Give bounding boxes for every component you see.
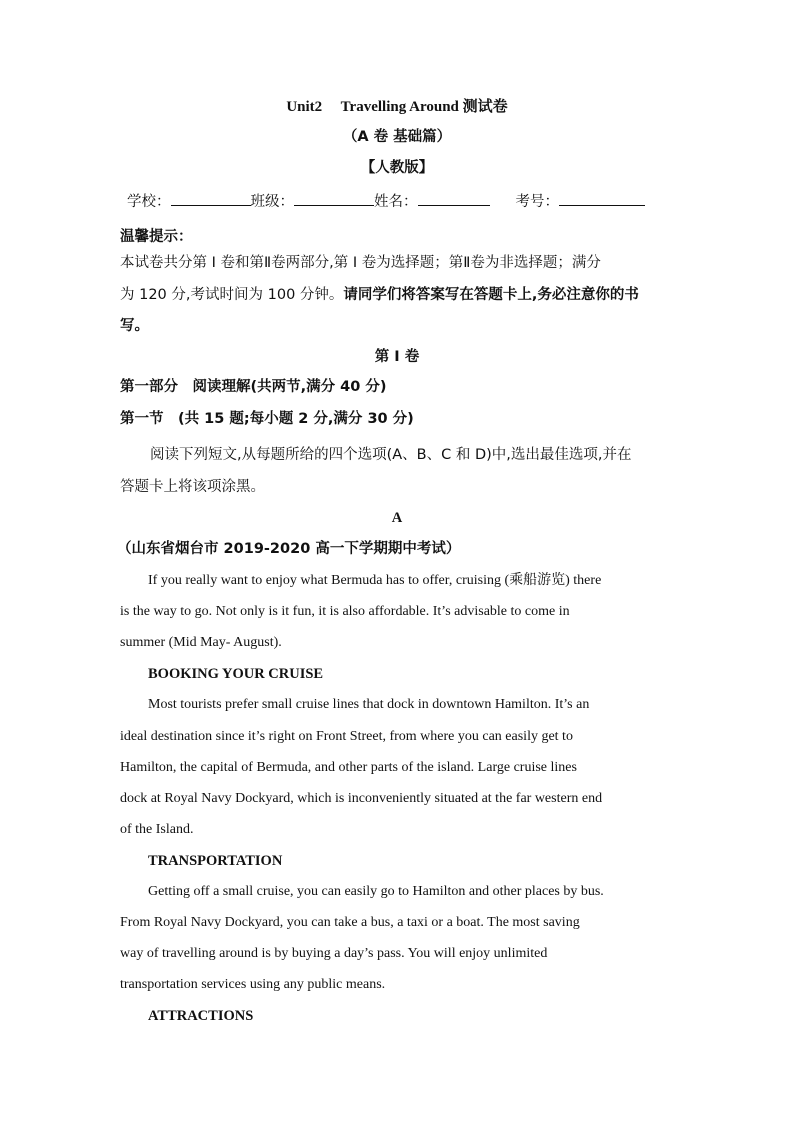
notice-line-3: 写。	[120, 318, 149, 334]
para2-line-3: Hamilton, the capital of Bermuda, and other parts of the island. Large cruise lines	[120, 760, 577, 775]
para3-line-4: transportation services using any public means.	[120, 977, 386, 992]
notice-line-2	[120, 285, 639, 305]
class-field[interactable]	[294, 191, 374, 206]
passage-source: （山东省烟台市 2019-2020 高一下学期期中考试）	[117, 541, 461, 557]
para3-line-2: From Royal Navy Dockyard, you can take a bus, a taxi or a boat. The most saving	[120, 915, 580, 930]
exam-no-field[interactable]	[559, 191, 645, 206]
transportation-heading: TRANSPORTATION	[148, 853, 283, 869]
para3-line-3: way of travelling around is by buying a day’s pass. You will enjoy unlimited	[120, 946, 548, 961]
para2-line-1: Most tourists prefer small cruise lines that dock in downtown Hamilton. It’s an	[148, 697, 590, 712]
edition-label: 【人教版】	[360, 160, 434, 176]
name-field[interactable]	[418, 191, 490, 206]
para1-line-2: is the way to go. Not only is it fun, it is also affordable. It’s advisable to come in	[120, 604, 570, 619]
para1-line-1: If you really want to enjoy what Bermuda has to offer, cruising (乘船游览) there	[148, 573, 602, 588]
para2-line-4: dock at Royal Navy Dockyard, which is inconveniently situated at the far western end	[120, 791, 603, 806]
document-subtitle: （A 卷 基础篇）	[342, 129, 452, 145]
para2-line-2: ideal destination since it’s right on Front Street, from where you can easily get to	[120, 729, 573, 744]
name-label: 姓名：	[374, 194, 418, 210]
volume-heading: 第 I 卷	[374, 349, 420, 365]
para1-line-3: summer (Mid May- August).	[120, 635, 282, 650]
notice-line-2-normal: 为 120 分,考试时间为 100 分钟。	[120, 287, 344, 303]
attractions-heading: ATTRACTIONS	[148, 1008, 254, 1024]
document-title: Unit2 Travelling Around 测试卷	[286, 99, 508, 115]
school-field[interactable]	[171, 191, 251, 206]
exam-no-label: 考号：	[515, 194, 559, 210]
notice-label: 温馨提示：	[120, 229, 193, 245]
section-heading: 第一节 (共 15 题;每小题 2 分,满分 30 分)	[120, 411, 414, 427]
passage-label: A	[391, 510, 403, 526]
part-heading: 第一部分 阅读理解(共两节,满分 40 分)	[120, 379, 387, 395]
info-fields-row	[127, 191, 645, 212]
booking-heading: BOOKING YOUR CRUISE	[148, 666, 324, 682]
notice-line-2-bold: 请同学们将答案写在答题卡上,务必注意你的书	[343, 287, 639, 303]
class-label: 班级：	[250, 194, 294, 210]
para2-line-5: of the Island.	[120, 822, 194, 837]
school-label: 学校：	[127, 194, 171, 210]
para3-line-1: Getting off a small cruise, you can easily go to Hamilton and other places by bus.	[148, 884, 604, 899]
instructions-line-2: 答题卡上将该项涂黑。	[120, 479, 265, 495]
instructions-line-1: 阅读下列短文,从每题所给的四个选项(A、B、C 和 D)中,选出最佳选项,并在	[150, 447, 632, 463]
notice-line-1: 本试卷共分第 I 卷和第Ⅱ卷两部分,第 I 卷为选择题；第Ⅱ卷为非选择题；满分	[120, 255, 601, 271]
